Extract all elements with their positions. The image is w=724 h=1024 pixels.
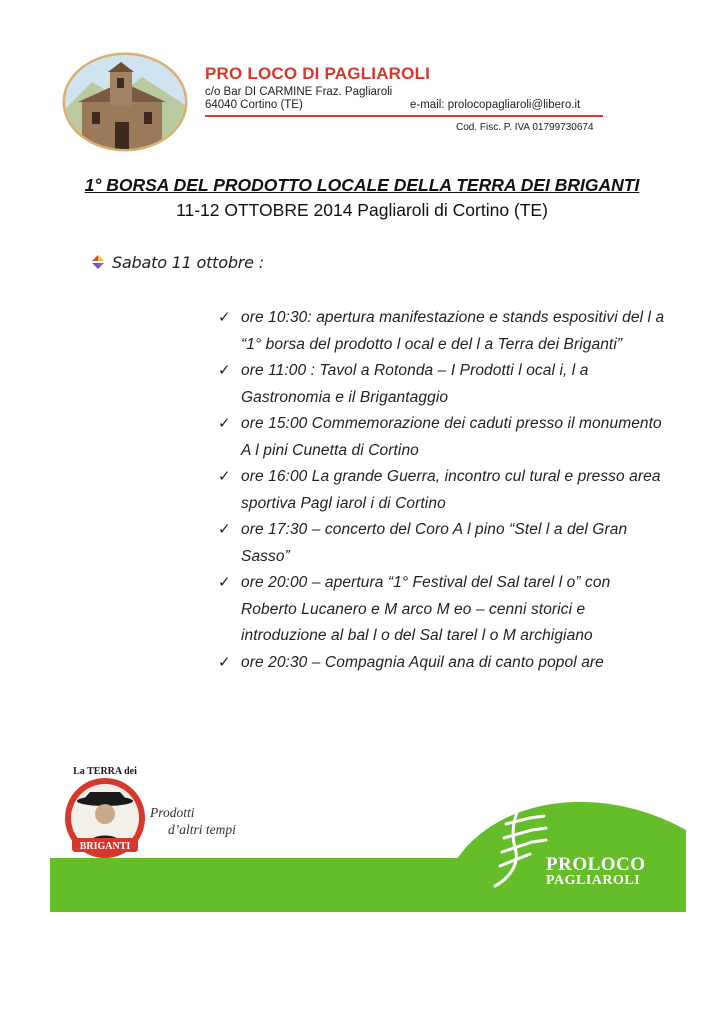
- program-item-text: ore 15:00 Commemorazione dei caduti presso il monumento A l pini Cunetta di Cortino: [241, 415, 662, 459]
- program-item: [218, 517, 668, 570]
- document-subtitle: 11-12 OTTOBRE 2014 Pagliaroli di Cortino (TE): [176, 200, 548, 220]
- day-heading: Sabato 11 ottobre :: [112, 253, 264, 272]
- tree-logo-icon: [470, 788, 550, 888]
- document-title: [0, 175, 724, 196]
- fiscal-code: Cod. Fisc. P. IVA 01799730674: [456, 122, 594, 133]
- check-icon: ✓: [218, 574, 231, 591]
- address-line-2: 64040 Cortino (TE): [205, 99, 303, 111]
- program-list: [218, 305, 668, 676]
- check-icon: ✓: [218, 362, 231, 379]
- program-item: [218, 464, 668, 517]
- check-icon: ✓: [218, 309, 231, 326]
- check-icon: ✓: [218, 653, 231, 671]
- program-item-text: ore 11:00 : Tavol a Rotonda – I Prodotti l ocal i, l a Gastronomia e il Brigantaggio: [241, 362, 589, 406]
- prodotti-text-2: d’altri tempi: [168, 822, 236, 837]
- church-logo-icon: [62, 52, 188, 152]
- program-item-text: ore 16:00 La grande Guerra, incontro cul tural e presso area sportiva Pagl iarol i di Cortino: [241, 468, 661, 512]
- proloco-logo-word: PROLOCO: [546, 854, 646, 875]
- check-icon: ✓: [218, 415, 231, 432]
- header-divider: [205, 115, 603, 117]
- terra-dei-briganti-logo-icon: [50, 760, 160, 860]
- program-item-text: ore 20:00 – apertura “1° Festival del Sal tarel l o” con Roberto Lucanero e M arco M eo – cenni storici e introduzione al bal l o del Sal tarel l o M archigiano: [241, 574, 611, 644]
- program-item-text: ore 17:30 – concerto del Coro A l pino “Stel l a del Gran Sasso”: [241, 521, 628, 565]
- terra-logo-bottom-text: BRIGANTI: [79, 841, 131, 852]
- document-title-text: 1° BORSA DEL PRODOTTO LOCALE DELLA TERRA DEI BRIGANTI: [84, 175, 640, 195]
- program-item: [218, 650, 668, 677]
- terra-logo-top-text: La TERRA dei: [73, 766, 137, 777]
- program-item: [218, 570, 668, 650]
- program-item: [218, 358, 668, 411]
- org-name: PRO LOCO DI PAGLIAROLI: [205, 64, 431, 83]
- address-line-1: c/o Bar DI CARMINE Fraz. Pagliaroli: [205, 86, 393, 98]
- program-item-text: ore 10:30: apertura manifestazione e stands espositivi del l a “1° borsa del prodotto l ocal e del l a Terra dei Briganti”: [241, 309, 665, 353]
- prodotti-text-1: Prodotti: [150, 805, 195, 820]
- program-item: [218, 411, 668, 464]
- pagliaroli-logo-word: PAGLIAROLI: [546, 873, 641, 888]
- program-item-text: ore 20:30 – Compagnia Aquil ana di canto popol are: [241, 653, 604, 671]
- program-item: [218, 305, 668, 358]
- check-icon: ✓: [218, 468, 231, 485]
- check-icon: ✓: [218, 521, 231, 538]
- email-text: e-mail: prolocopagliaroli@libero.it: [410, 99, 581, 111]
- diamond-bullet-icon: [90, 254, 106, 270]
